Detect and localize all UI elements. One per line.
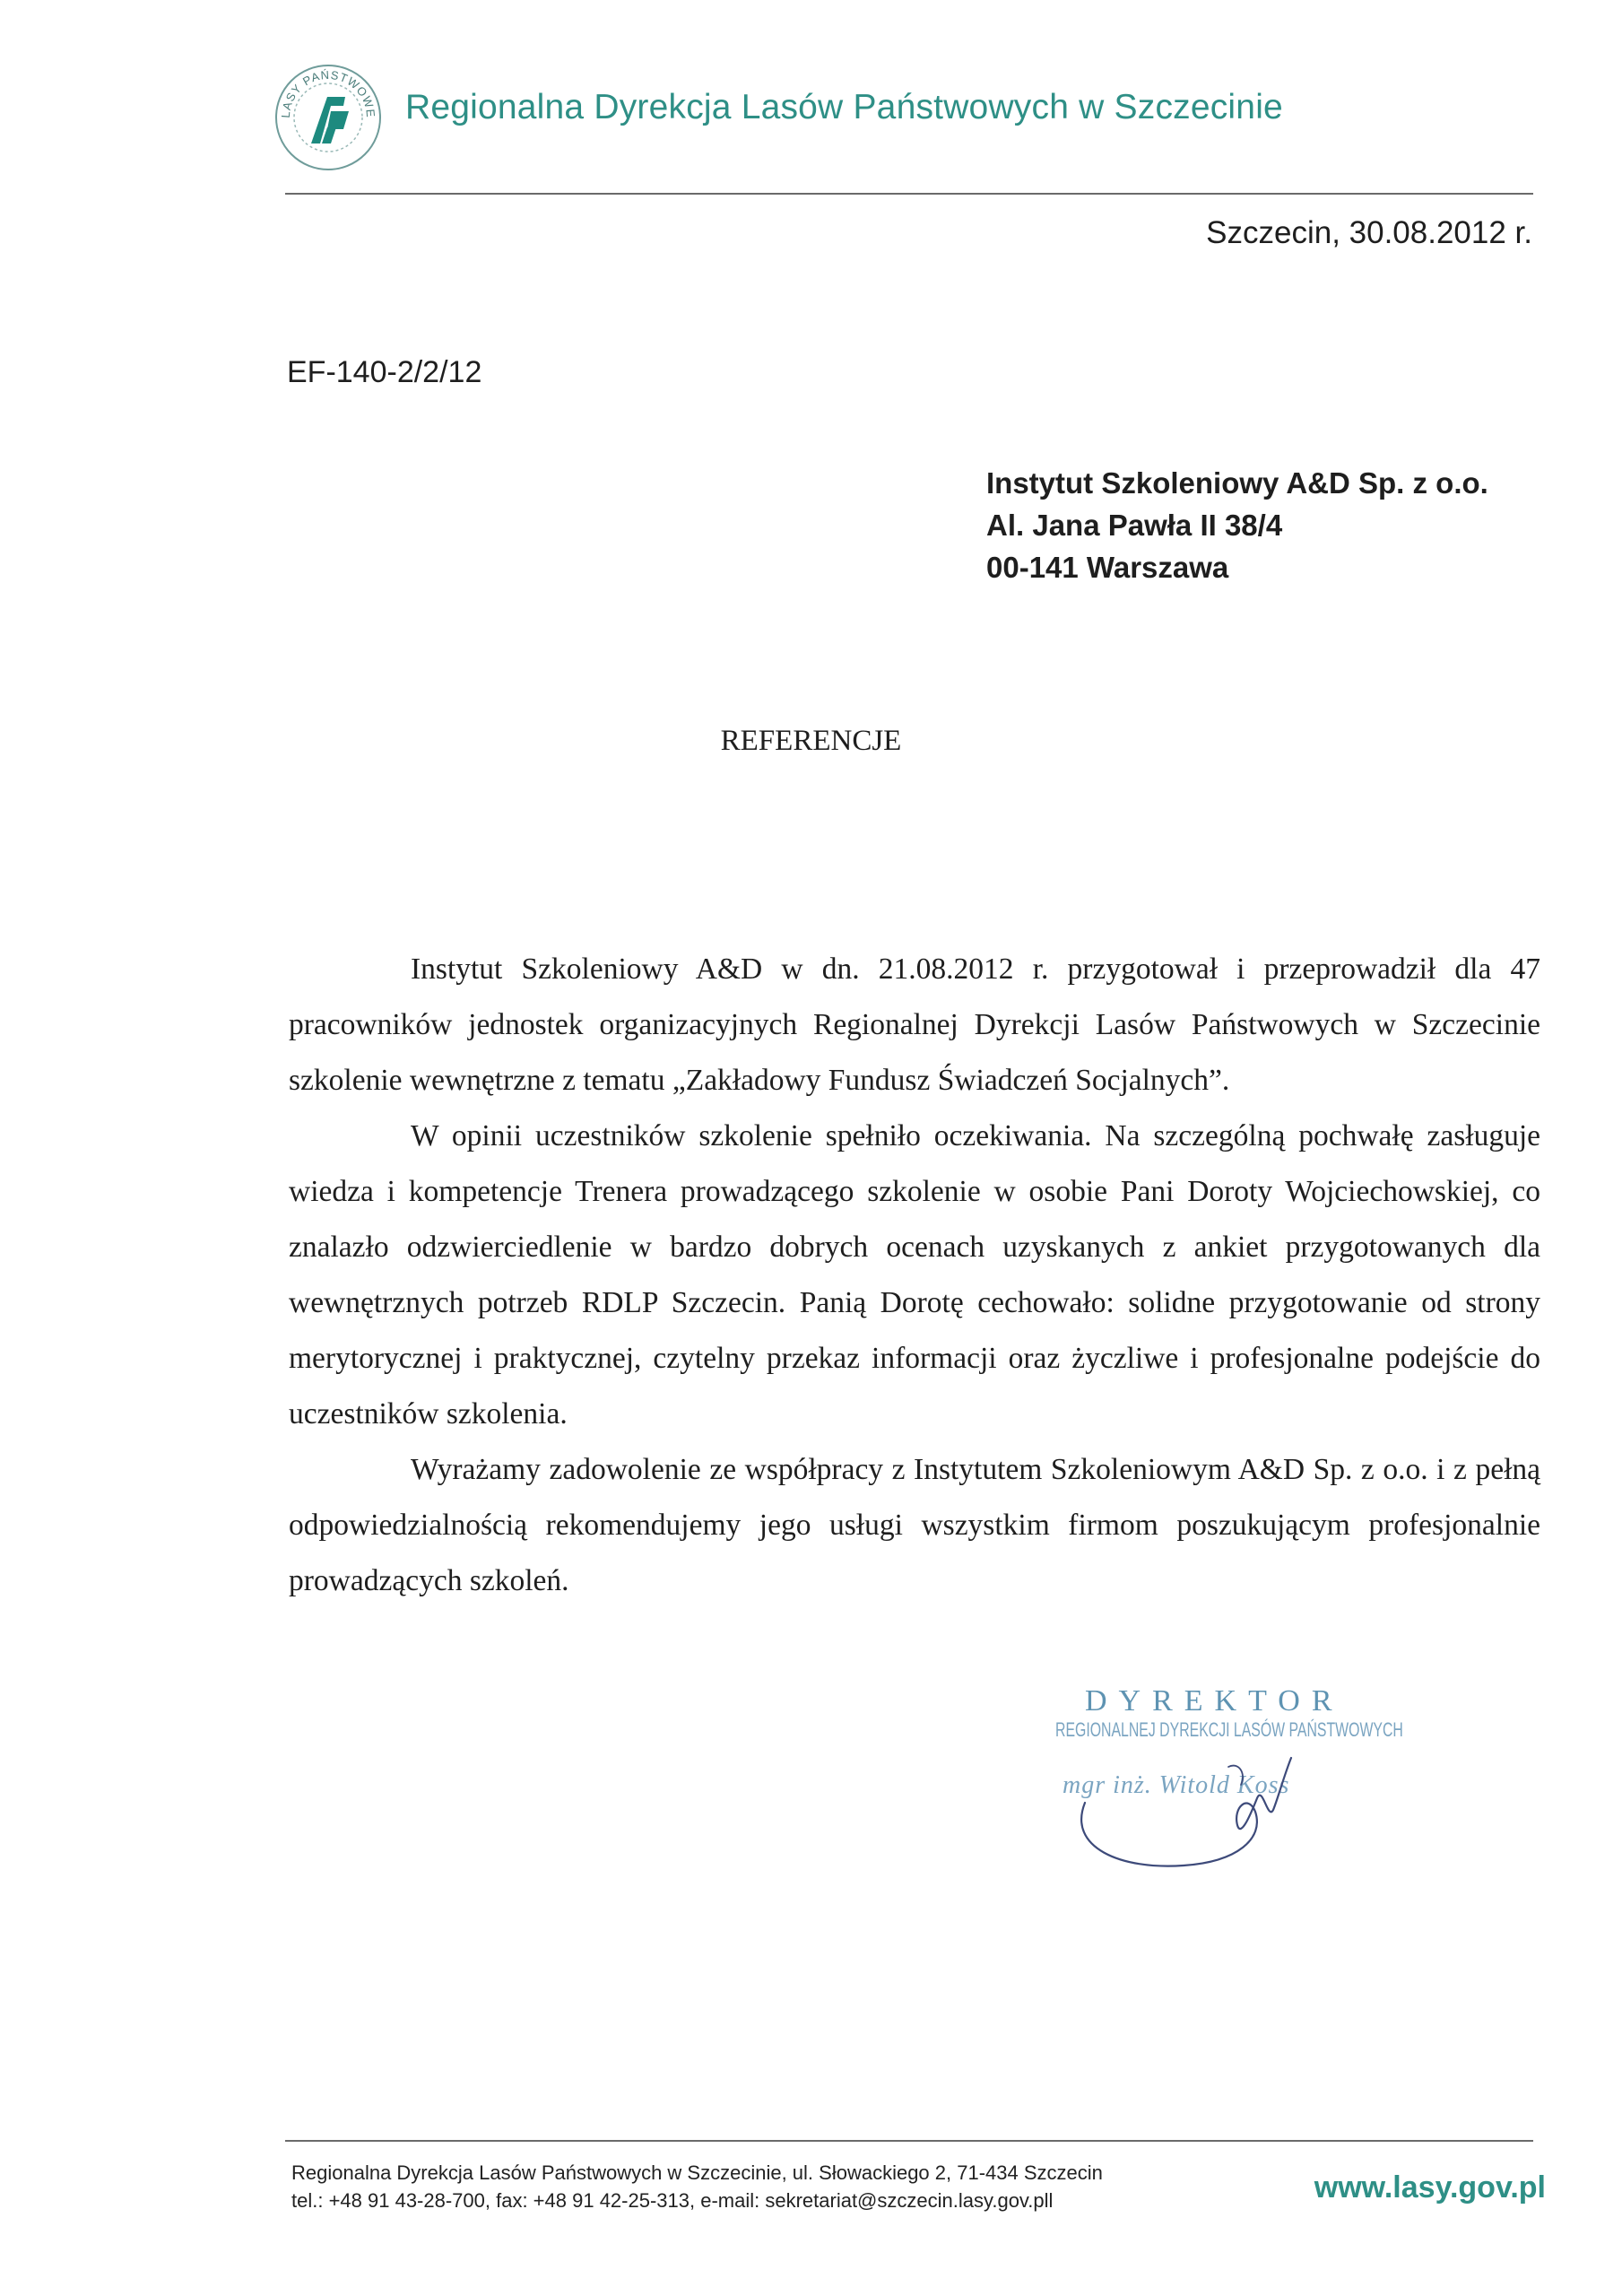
footer-contact-line: tel.: +48 91 43-28-700, fax: +48 91 42-25-313, e-mail: sekretariat@szczecin.lasy.gov.pll xyxy=(291,2189,1054,2212)
document-date: Szczecin, 30.08.2012 r. xyxy=(1206,215,1532,250)
reference-number: EF-140-2/2/12 xyxy=(287,355,482,389)
website-link[interactable]: www.lasy.gov.pl xyxy=(1314,2170,1546,2205)
body-paragraph-2: W opinii uczestników szkolenie spełniło oczekiwania. Na szczególną pochwałę zasługuje wiedza i kompetencje Trenera prowadzącego szkolenie w osobie Pani Doroty Wojciechowskiej, co znalazło odzwierciedlenie w bardzo dobrych ocenach uzyskanych z ankiet przygotowanych dla wewnętrznych potrzeb RDLP Szczecin. Panią Dorotę cechowało: solidne przygotowanie od strony merytorycznej i praktycznej, czytelny przekaz informacji oraz życzliwe i profesjonalne podejście do uczestników szkolenia. xyxy=(289,1119,1540,1431)
stamp-name: mgr inż. Witold Koss xyxy=(1063,1771,1290,1799)
recipient-address xyxy=(986,462,1488,588)
footer-contact xyxy=(291,2159,1103,2214)
recipient-city: 00-141 Warszawa xyxy=(986,551,1229,584)
document-title: REFERENCJE xyxy=(720,725,902,757)
footer-address-line: Regionalna Dyrekcja Lasów Państwowych w Szczecinie, ul. Słowackiego 2, 71-434 Szczecin xyxy=(291,2161,1103,2184)
letter-body xyxy=(289,942,1540,1609)
stamp-subtitle: REGIONALNEJ DYREKCJI LASÓW PAŃSTWOWYCH xyxy=(1055,1718,1403,1741)
logo-text: LASY PAŃSTWOWE xyxy=(278,67,378,119)
recipient-name: Instytut Szkoleniowy A&D Sp. z o.o. xyxy=(986,466,1488,500)
lasy-panstwowe-emblem-icon xyxy=(272,61,385,174)
organization-name: Regionalna Dyrekcja Lasów Państwowych w Szczecinie xyxy=(405,88,1283,126)
body-paragraph-1: Instytut Szkoleniowy A&D w dn. 21.08.2012 r. przygotował i przeprowadził dla 47 pracowników jednostek organizacyjnych Regionalnej Dyrekcji Lasów Państwowych w Szczecinie szkolenie wewnętrzne z tematu „Zakładowy Fundusz Świadczeń Socjalnych”. xyxy=(289,952,1540,1097)
header-divider xyxy=(285,193,1533,195)
handwritten-signature xyxy=(1049,1704,1426,1883)
body-paragraph-3: Wyrażamy zadowolenie ze współpracy z Instytutem Szkoleniowym A&D Sp. z o.o. i z pełną odpowiedzialnością rekomendujemy jego usługi wszystkim firmom poszukującym profesjonalnie prowadzących szkoleń. xyxy=(289,1453,1540,1597)
footer-divider xyxy=(285,2140,1533,2142)
stamp-title: DYREKTOR xyxy=(1085,1684,1344,1718)
recipient-street: Al. Jana Pawła II 38/4 xyxy=(986,509,1283,542)
